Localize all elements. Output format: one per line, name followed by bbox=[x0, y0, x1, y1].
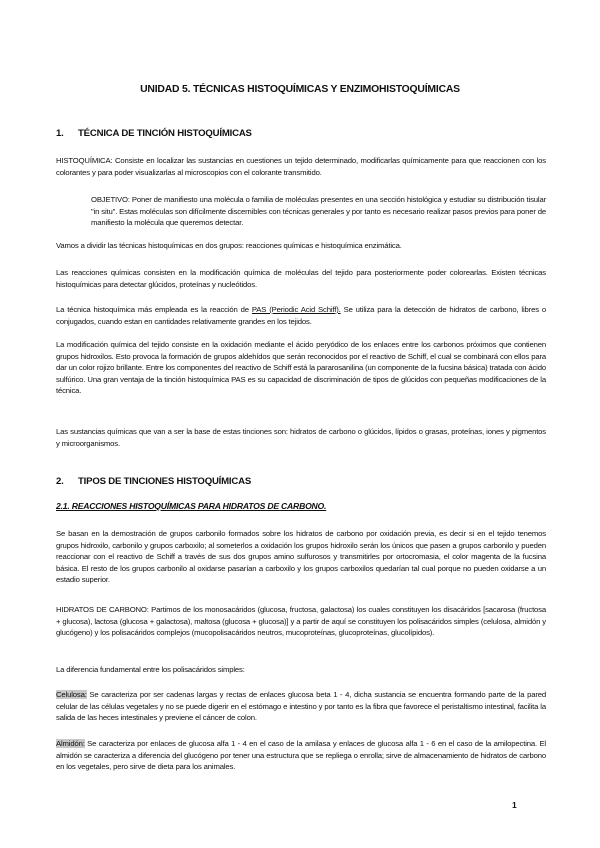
celulosa-text: Se caracteriza por ser cadenas largas y rectas de enlaces glucosa beta 1 - 4, dicha sustancia se encuentra formando parte de la pared celular de las células vegetales y no se puede digerir en el estómago e intestino y por tanto es la fibra que favorece el peristaltismo intestinal, facilita la salida de las heces intestinales y previene el cáncer de colon. bbox=[56, 690, 546, 723]
paragraph-grupos: Vamos a dividir las técnicas histoquímicas en dos grupos: reacciones químicas e histoquímica enzimática. bbox=[56, 241, 402, 250]
subsection-2-1-heading: 2.1. REACCIONES HISTOQUÍMICAS PARA HIDRATOS DE CARBONO. bbox=[56, 501, 327, 511]
paragraph-hidratos bbox=[56, 604, 546, 639]
section-2-title: TIPOS DE TINCIONES HISTOQUÍMICAS bbox=[78, 476, 252, 487]
hidratos-text: Partimos de los monosacáridos (glucosa, fructosa, galactosa) los cuales constituyen los disacáridos [sacarosa (fructosa + glucosa), lactosa (glucosa + galactosa), maltosa (glucosa + glucosa)] y a partir de aquí se constituyen los polisacáridos simples (celulosa, almidón y glucógeno) y los polisacáridos complejos (mucopolisacáridos neutros, mucoproteínas, glucoproteínas, glucolípidos). bbox=[56, 605, 546, 638]
section-2-heading bbox=[56, 476, 251, 487]
section-2-number: 2. bbox=[56, 476, 64, 487]
paragraph-almidon bbox=[56, 738, 546, 773]
almidon-text: Se caracteriza por enlaces de glucosa alfa 1 - 4 en el caso de la amilasa y enlaces de glucosa alfa 1 - 6 en el caso de la amilopectina. El almidón se caracteriza a diferencia del glucógeno por tener una estructura que se repliega o enrolla; sirve de almacenamiento de hidratos de carbono en los vegetales, pero sirve de dieta para los animales. bbox=[56, 739, 546, 772]
hidratos-label: HIDRATOS DE CARBONO: bbox=[56, 605, 149, 614]
paragraph-sustancias: Las sustancias químicas que van a ser la base de estas tinciones son: hidratos de carbono o glúcidos, lípidos o grasas, proteínas, iones y pigmentos y microorganismos. bbox=[56, 427, 546, 448]
pas-text-after: Se utiliza para la detección de hidratos de carbono, libres o conjugados, cuando estan en cantidades relativamente grandes en los tejidos. bbox=[56, 305, 546, 326]
histoquimica-label: HISTOQUÍMICA: bbox=[56, 156, 113, 165]
pas-text-before: La técnica histoquímica más empleada es la reacción de bbox=[56, 305, 252, 314]
page-title: UNIDAD 5. TÉCNICAS HISTOQUÍMICAS Y ENZIMOHISTOQUÍMICAS bbox=[140, 84, 460, 95]
paragraph-modificacion: La modificación química del tejido consiste en la oxidación mediante el ácido peryódico de los enlaces entre los carbonos próximos que contienen grupos hidroxilos. Esto provoca la formación de grupos aldehídos que serán reconocidos por el reactivo de Schiff, el cual se combinará con ellos para dar un color rojizo brillante. Entre los componentes del reactivo de Schiff está la pararosanilina (un componente de la fucsina básica) tratada con ácido sulfúrico. Una gran ventaja de la tinción histoquímica PAS es su capacidad de discriminación de tipos de glúcidos con pequeñas modificaciones de la técnica. bbox=[56, 340, 546, 396]
paragraph-pas bbox=[56, 304, 546, 327]
almidon-label: Almidón: bbox=[56, 739, 85, 748]
section-1-title: TÉCNICA DE TINCIÓN HISTOQUÍMICAS bbox=[78, 128, 252, 139]
section-1-number: 1. bbox=[56, 128, 64, 139]
paragraph-basan: Se basan en la demostración de grupos carbonilo formados sobre los hidratos de carbono por oxidación previa, es decir si en el tejido tenemos grupos hidroxilo, carbonilo y grupos carboxilo; al someterlos a oxidación los grupos hidroxilo serán los únicos que pasen a grupos carbonilo y pueden reaccionar con el reactivo de Schiff a través de sus dos grupos amino sulfurosos y transmitirles por ortocromasia, el color magenta de la fucsina básica. El resto de los grupos carbonilo al oxidarse pasarían a carboxilo y los grupos carboxilos quedarían tal cual porque no pueden oxidarse a un estadio superior. bbox=[56, 529, 546, 585]
pas-link[interactable]: PAS (Periodic Acid Schiff). bbox=[251, 305, 341, 314]
paragraph-diferencia: La diferencia fundamental entre los polisacáridos simples: bbox=[56, 665, 245, 674]
celulosa-label: Celulosa: bbox=[56, 690, 87, 699]
paragraph-reacciones: Las reacciones químicas consisten en la modificación química de moléculas del tejido para posteriormente poder colorearlas. Existen técnicas histoquímicas para detectar glúcidos, proteínas y nucleótidos. bbox=[56, 268, 546, 289]
paragraph-histoquimica bbox=[56, 155, 546, 178]
section-1-heading bbox=[56, 128, 252, 139]
page-number: 1 bbox=[512, 800, 517, 810]
paragraph-celulosa bbox=[56, 689, 546, 724]
histoquimica-text: Consiste en localizar las sustancias en cuestiones un tejido determinado, modificarlas químicamente para que reaccionen con los colorantes y para poder visualizarlas al microscopios con el colorante transmitido. bbox=[56, 156, 546, 177]
paragraph-objetivo: OBJETIVO: Poner de manifiesto una molécula o familia de moléculas presentes en una sección histológica y estudiar su distribución tisular "in situ". Estas moléculas son difícilmente discernibles con técnicas generales y por tanto es necesario realizar pasos previos para poner de manifiesto la molécula que queremos detectar. bbox=[91, 195, 546, 228]
